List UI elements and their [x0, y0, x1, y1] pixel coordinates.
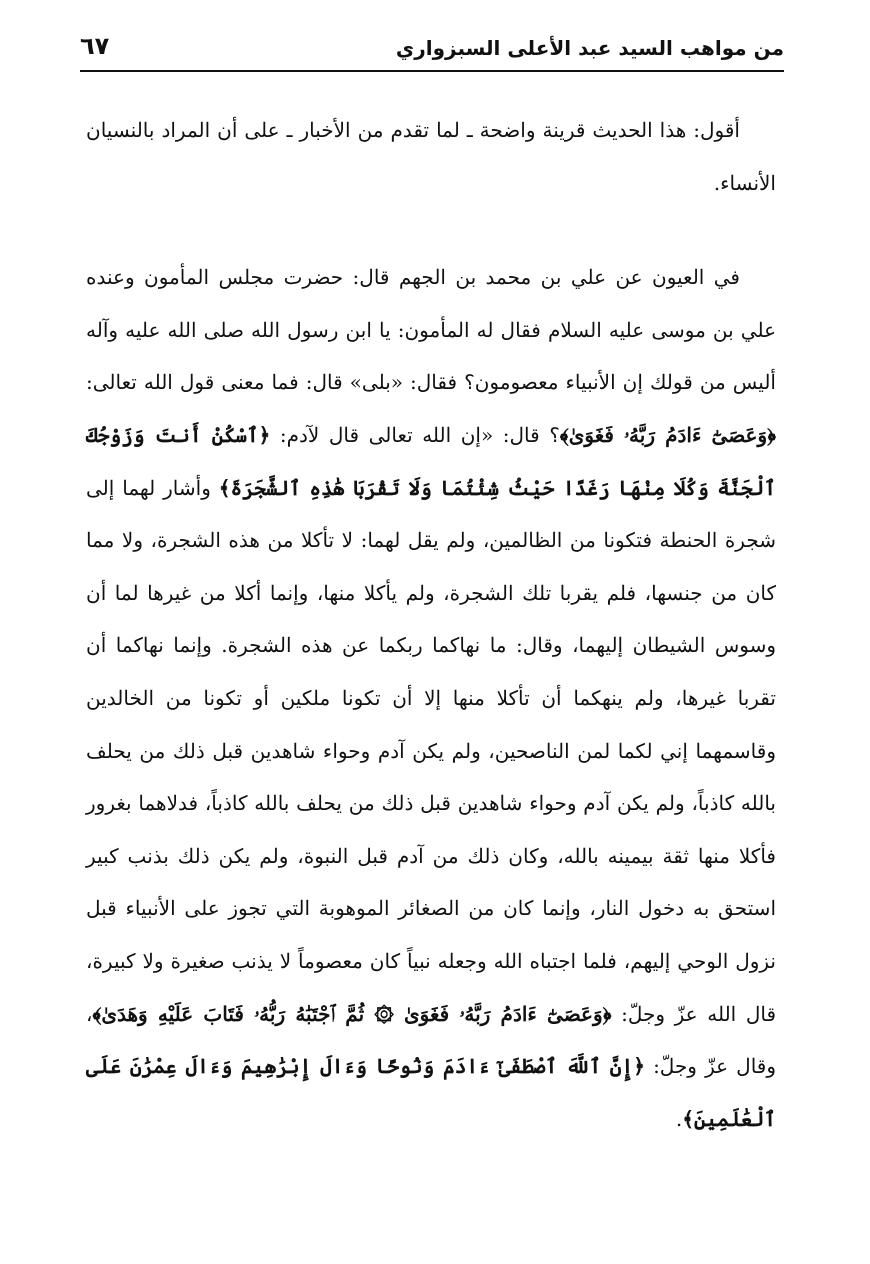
honorific-prophet: صلى الله عليه وآله — [86, 317, 244, 342]
quran-verse: ﴿إِنَّ ٱللَّهَ ٱصْطَفَىٰٓ ءَادَمَ وَنُوحًا وَءَالَ إِبْرَٰهِيمَ وَءَالَ عِمْرَٰنَ عَلَى ٱلْعَٰلَمِينَ﴾ — [86, 1054, 776, 1131]
running-title: من مواهب السيد عبد الأعلى السبزواري — [395, 36, 784, 60]
paragraph-1 — [86, 104, 776, 209]
body-text — [86, 104, 776, 1145]
narration-text: وأشار لهما إلى شجرة الحنطة فتكونا من الظالمين، ولم يقل لهما: لا تأكلا من هذه الشجرة، ولا مما كان من جنسها، فلم يقربا تلك الشجرة، ولم يأكلا منها، وإنما أكلا من غيرها لما أن وسوس الشيطان إليهما، وقال: ما نهاكما ربكما عن هذه الشجرة. وإنما نهاكما أن تقربا غيرها، ولم ينهكما أن تأكلا منها إلا أن تكونا ملكين أو تكونا من الخالدين وقاسمهما إني لكما لمن الناصحين، ولم يكن آدم وحواء شاهدين قبل ذلك من يحلف بالله كاذباً، ولم يكن آدم وحواء شاهدين قبل ذلك من يحلف بالله كاذباً، فدلاهما بغرور فأكلا منها ثقة بيمينه بالله، وكان ذلك من آدم قبل النبوة، ولم يكن ذلك بذنب كبير استحق به دخول النار، وإنما كان من الصغائر الموهوبة التي تجوز على الأنبياء قبل نزول الوحي إليهم، فلما اجتباه الله وجعله نبياً كان معصوماً لا يذنب صغيرة ولا كبيرة، قال الله عزّ وجلّ: — [86, 475, 777, 1026]
quran-verse: ﴿وَعَصَىٰٓ ءَادَمُ رَبَّهُۥ فَغَوَىٰ﴾ — [559, 422, 776, 447]
narration-text: ؟ قال: «إن الله تعالى قال لآدم: — [279, 422, 560, 447]
paragraph-spacer — [86, 209, 776, 251]
closing-period: . — [675, 1106, 683, 1131]
honorific-imam: عليه السلام — [547, 317, 645, 342]
narration-text: فقال له المأمون: يا ابن رسول الله — [251, 317, 541, 342]
paragraph-2 — [86, 251, 776, 1145]
narration-text: ، وقال عزّ وجلّ: — [86, 1001, 777, 1079]
paragraph-1-text: أقول: هذا الحديث قرينة واضحة ـ لما تقدم من الأخبار ـ على أن المراد بالنسيان الأنساء. — [86, 118, 776, 195]
quran-verse: ﴿ٱسْكُنْ أَنتَ وَزَوْجُكَ ٱلْجَنَّةَ وَكُلَا مِنْهَا رَغَدًا حَيْثُ شِئْتُمَا وَلَا تَقْرَبَا هَٰذِهِ ٱلشَّجَرَةَ﴾ — [86, 422, 776, 500]
narration-text: أليس من قولك إن الأنبياء معصومون؟ فقال: «بلى» قال: فما معنى قول الله تعالى: — [86, 370, 776, 395]
narration-text: في العيون عن علي بن محمد بن الجهم قال: حضرت مجلس المأمون وعنده علي بن موسى — [86, 265, 777, 342]
running-header — [80, 30, 784, 70]
quran-verse: ﴿وَعَصَىٰٓ ءَادَمُ رَبَّهُۥ فَغَوَىٰ ۞ ثُمَّ ٱجْتَبَٰهُ رَبُّهُۥ فَتَابَ عَلَيْهِ وَهَدَىٰ﴾ — [92, 1001, 612, 1026]
page-number: ٦٧ — [80, 32, 110, 60]
header-rule — [80, 70, 784, 72]
